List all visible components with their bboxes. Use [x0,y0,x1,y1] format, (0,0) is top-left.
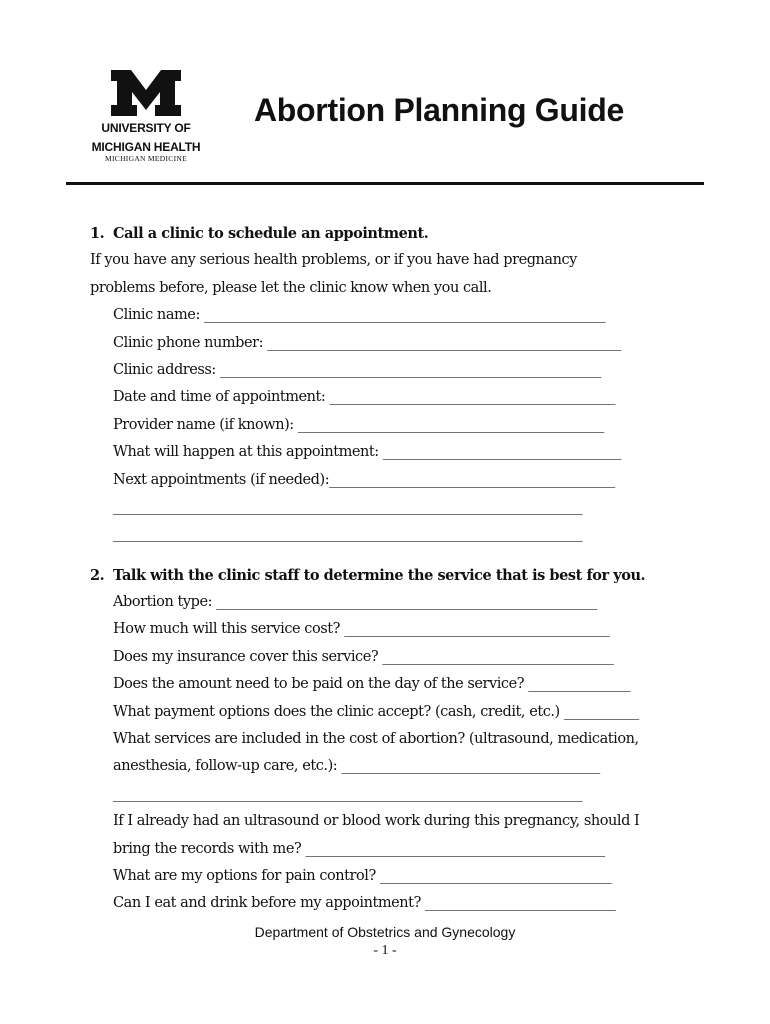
document-body [90,220,690,918]
block-m-icon [111,70,181,116]
section-spacer [90,549,690,562]
next-appointments-blank-1[interactable]: _____________________________________________________________________ [113,498,583,515]
logo-line-2: MICHIGAN HEALTH [91,140,201,154]
appointment-details-field[interactable]: What will happen at this appointment: ___________________________________ [113,444,621,461]
section-2-heading [90,562,690,589]
payment-options-field[interactable]: What payment options does the clinic accept? (cash, credit, etc.) ___________ [113,703,639,720]
section-2-number: 2. [90,566,105,584]
included-services-field[interactable]: anesthesia, follow-up care, etc.): ______________________________________ [113,758,600,775]
next-appointments-field[interactable]: Next appointments (if needed):__________________________________________ [113,471,615,488]
next-appointments-blank-2[interactable]: _____________________________________________________________________ [113,526,583,543]
abortion-type-field[interactable]: Abortion type: ________________________________________________________ [113,594,597,611]
service-cost-field[interactable]: How much will this service cost? _______________________________________ [113,621,610,638]
header-divider [66,182,704,185]
section-2-heading-text: Talk with the clinic staff to determine the service that is best for you. [113,566,646,584]
university-logo [86,70,206,163]
footer-department: Department of Obstetrics and Gynecology [254,924,516,940]
provider-name-field[interactable]: Provider name (if known): _____________________________________________ [113,416,604,433]
page-title: Abortion Planning Guide [254,92,624,128]
section-1-intro-line-2: problems before, please let the clinic know when you call. [90,279,492,296]
records-question: If I already had an ultrasound or blood work during this pregnancy, should I [113,813,640,830]
records-field[interactable]: bring the records with me? ____________________________________________ [113,840,605,857]
logo-line-3: MICHIGAN MEDICINE [105,154,187,163]
logo-line-1: UNIVERSITY OF [101,121,191,135]
page-number: - 1 - [373,943,397,958]
appointment-datetime-field[interactable]: Date and time of appointment: __________________________________________ [113,389,616,406]
section-1-number: 1. [90,225,105,242]
included-services-question: What services are included in the cost of abortion? (ultrasound, medication, [113,731,639,748]
section-1-heading-text: Call a clinic to schedule an appointment. [113,225,429,242]
clinic-name-field[interactable]: Clinic name: ___________________________________________________________ [113,307,606,324]
eat-drink-field[interactable]: Can I eat and drink before my appointment? ____________________________ [113,895,616,912]
pain-control-field[interactable]: What are my options for pain control? __________________________________ [113,867,612,884]
section-1-heading [90,220,690,247]
clinic-phone-field[interactable]: Clinic phone number: ____________________________________________________ [113,334,621,351]
payment-timing-field[interactable]: Does the amount need to be paid on the day of the service? _______________ [113,676,631,693]
clinic-address-field[interactable]: Clinic address: ________________________________________________________ [113,361,601,378]
section-1-intro-line-1: If you have any serious health problems, or if you have had pregnancy [90,252,577,269]
insurance-coverage-field[interactable]: Does my insurance cover this service? __________________________________ [113,648,614,665]
included-services-blank[interactable]: _____________________________________________________________________ [113,785,583,802]
